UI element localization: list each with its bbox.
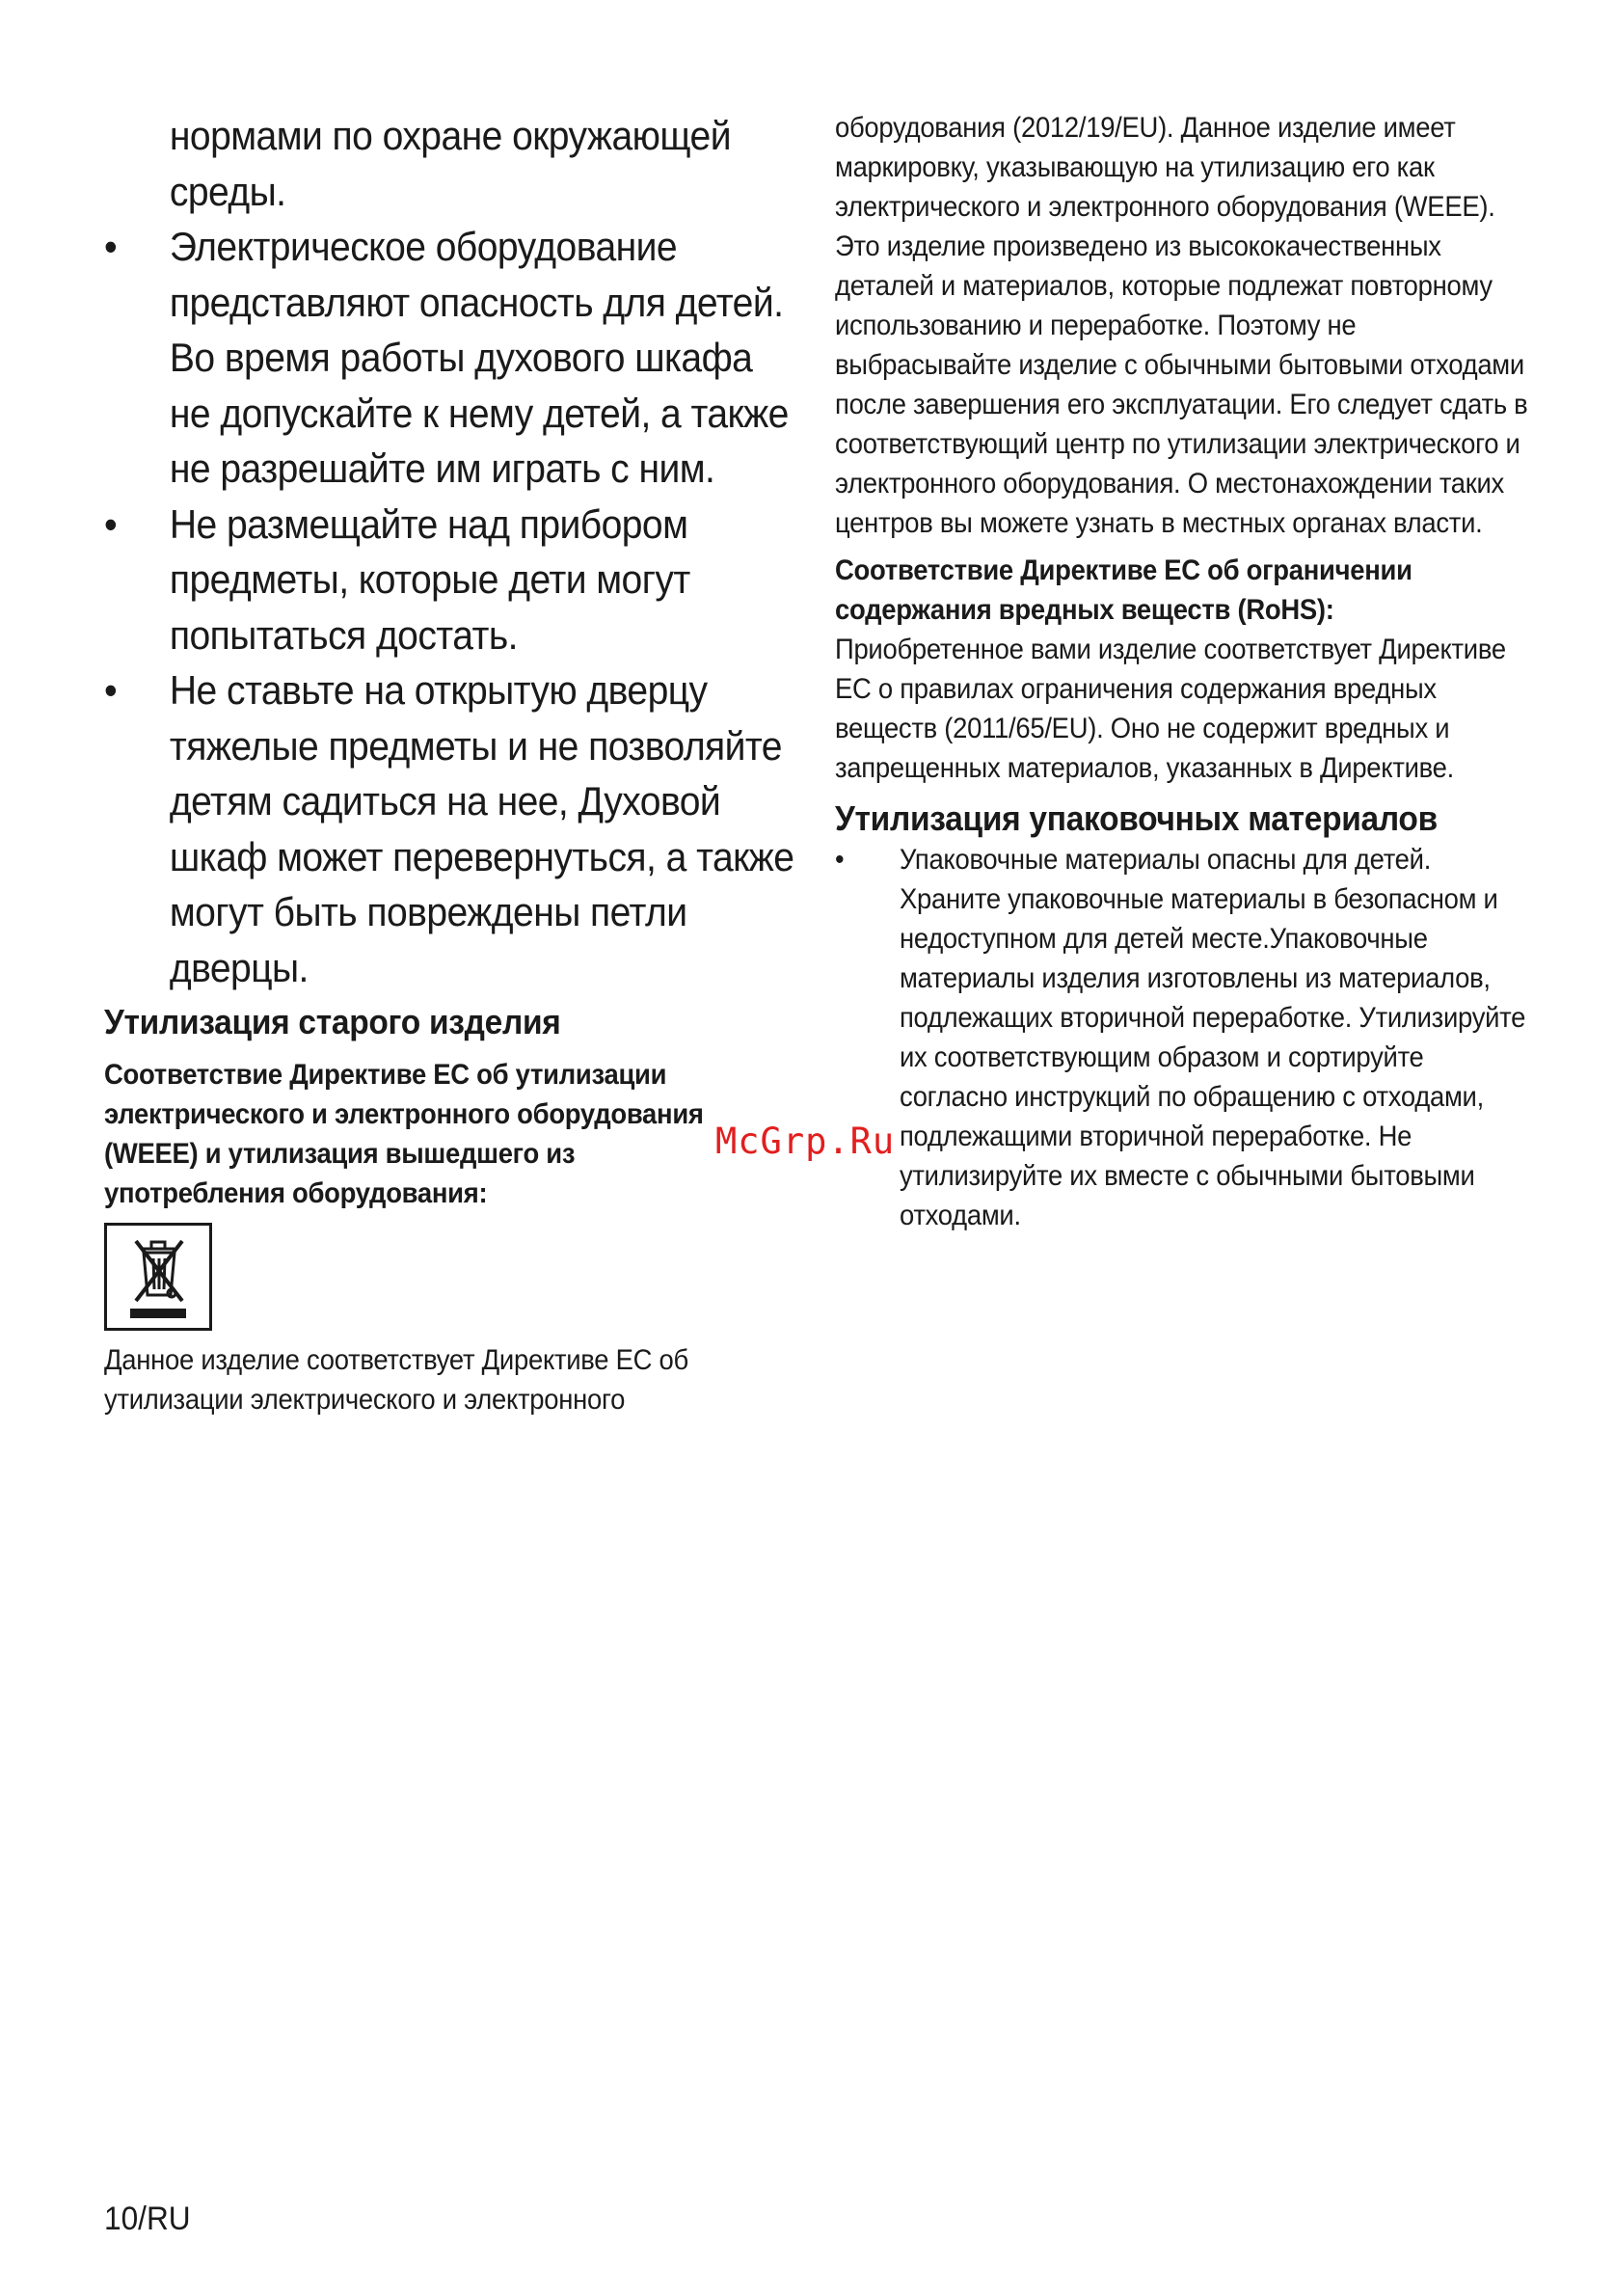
list-item-text: Электрическое оборудование представляют опасность для детей. Во время работы духового шкафа не допускайте к нему детей, а также не разрешайте им играть с ним. — [169, 224, 789, 491]
left-column — [104, 108, 798, 1419]
watermark: McGrp.Ru — [715, 1121, 896, 1162]
list-item — [104, 219, 794, 497]
list-item — [835, 840, 1534, 1235]
section-heading-packaging: Утилизация упаковочных материалов — [835, 798, 1438, 838]
rohs-heading: Соответствие Директиве ЕС об ограничении содержания вредных веществ (RoHS): — [835, 554, 1412, 626]
weee-heading — [104, 1055, 732, 1213]
intro-continuation-block — [104, 108, 794, 995]
list-item-text: Не размещайте над прибором предметы, которые дети могут попытаться достать. — [169, 500, 690, 658]
page-number: 10/RU — [104, 2201, 191, 2237]
bullet-marker: • — [104, 224, 118, 269]
weee-icon-graphic — [107, 1226, 209, 1328]
rohs-text: Приобретенное вами изделие соответствует Директиве ЕС о правилах ограничения содержания вредных веществ (2011/65/EU). Оно не содержит вредных и запрещенных материалов, указанных в Директиве. — [835, 634, 1506, 784]
weee-continuation: оборудования (2012/19/EU). Данное изделие имеет маркировку, указывающую на утилизацию его как электрического и электронного оборудования (WEEE). — [835, 112, 1495, 223]
recycling-text: Это изделие произведено из высококачественных деталей и материалов, которые подлежат повторному использованию и переработке. Поэтому не выбрасывайте изделие с обычными бытовыми отходами после завершения его эксплуатации. Его следует сдать в соответствующий центр по утилизации электрического и электронного оборудования. О местонахождении таких центров вы можете узнать в местных органах власти. — [835, 230, 1528, 539]
intro-continuation — [104, 108, 794, 219]
bullet-marker: • — [104, 667, 118, 713]
section-heading-disposal: Утилизация старого изделия — [104, 1002, 561, 1041]
intro-continuation-text: нормами по охране окружающей среды. — [169, 113, 731, 214]
list-item-text: Упаковочные материалы опасны для детей. Храните упаковочные материалы в безопасном и недоступном для детей месте.Упаковочные материалы изделия изготовлены из материалов, подлежащих вторичной переработке. Утилизируйте их соответствующим образом и сортируйте согласно инструкций по обращению с отходами, подлежащими вторичной переработке. Не утилизируйте их вместе с обычными бытовыми отходами. — [899, 844, 1526, 1231]
right-column — [835, 108, 1529, 1235]
bullet-marker: • — [104, 500, 118, 547]
list-item-text: Не ставьте на открытую дверцу тяжелые предметы и не позволяйте детям садиться на нее, Духовой шкаф может перевернуться, а также могут быть повреждены петли дверцы. — [169, 667, 794, 990]
crossed-out-wheelie-bin-icon — [104, 1223, 212, 1331]
weee-heading-text: Соответствие Директиве ЕС об утилизации электрического и электронного оборудования (WEEE) и утилизация вышедшего из употребления оборудования: — [104, 1059, 704, 1209]
list-item — [104, 662, 794, 995]
weee-text: Данное изделие соответствует Директиве ЕС об утилизации электрического и электронного — [104, 1344, 688, 1416]
bullet-marker: • — [835, 844, 845, 876]
list-item — [104, 497, 794, 663]
packaging-list — [835, 840, 1534, 1235]
